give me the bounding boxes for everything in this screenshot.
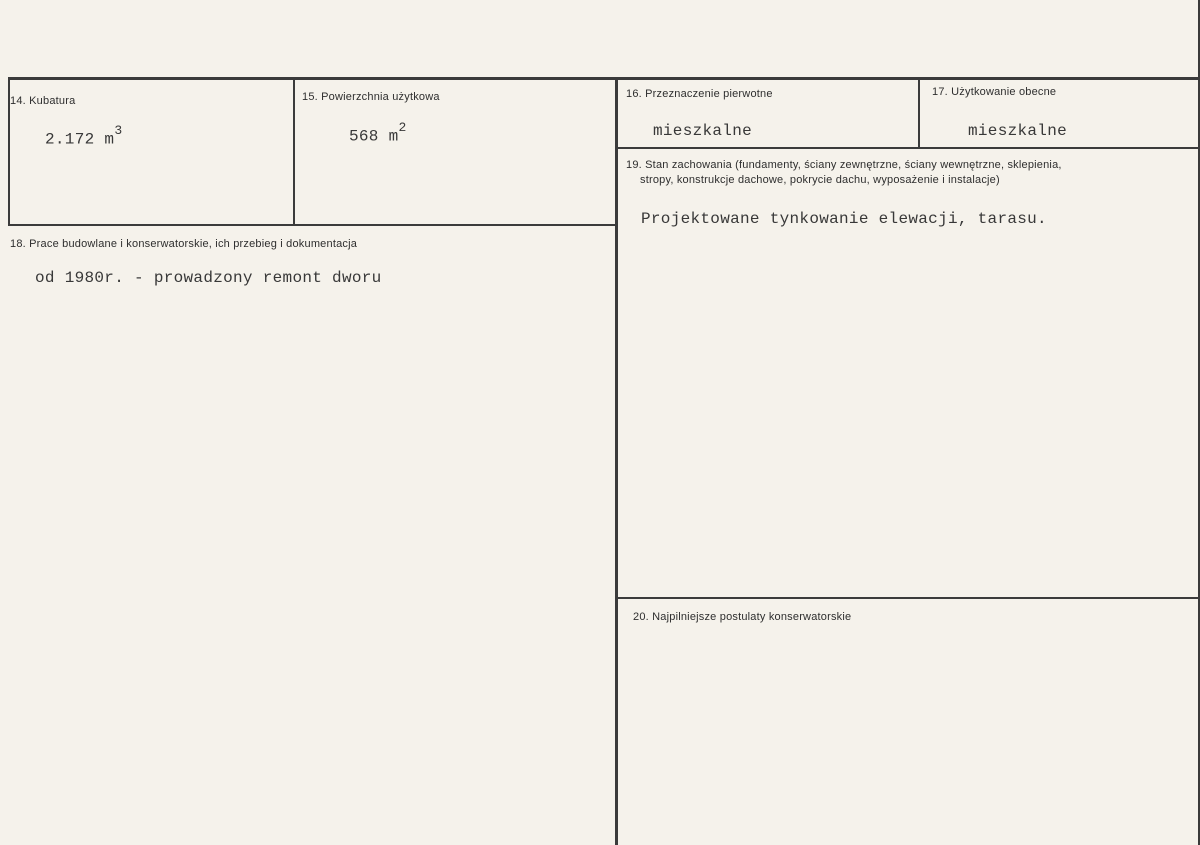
field-14-exponent: 3	[114, 123, 123, 138]
field-15-exponent: 2	[398, 120, 407, 135]
top-rule	[8, 77, 1200, 80]
field-19-label-line2: stropy, konstrukcje dachowe, pokrycie dachu, wyposażenie i instalacje)	[640, 174, 1000, 186]
divider-16-17	[918, 80, 920, 148]
field-19-value: Projektowane tynkowanie elewacji, tarasu.	[641, 210, 1047, 228]
field-14-value	[45, 123, 123, 149]
field-16-value: mieszkalne	[653, 122, 753, 140]
field-18-label: 18. Prace budowlane i konserwatorskie, ich przebieg i dokumentacja	[10, 238, 358, 250]
field-14-label: 14. Kubatura	[10, 95, 76, 107]
center-divider	[615, 80, 618, 845]
field-14-value-text: 2.172 m	[45, 130, 115, 149]
field-19-label-line1: 19. Stan zachowania (fundamenty, ściany zewnętrzne, ściany wewnętrzne, sklepienia,	[626, 159, 1062, 171]
rule-below-14-15	[8, 224, 618, 226]
rule-above-20	[617, 597, 1200, 599]
field-17-label: 17. Użytkowanie obecne	[932, 86, 1057, 98]
field-15-value-text: 568 m	[349, 127, 399, 146]
field-15-label: 15. Powierzchnia użytkowa	[302, 91, 440, 103]
field-18-value: od 1980r. - prowadzony remont dworu	[35, 269, 382, 287]
field-17-value: mieszkalne	[968, 122, 1068, 140]
divider-14-15	[293, 80, 295, 225]
field-20-label: 20. Najpilniejsze postulaty konserwatorskie	[633, 611, 852, 623]
field-15-value	[349, 120, 407, 146]
field-16-label: 16. Przeznaczenie pierwotne	[626, 88, 773, 100]
rule-below-16-17	[617, 147, 1200, 149]
